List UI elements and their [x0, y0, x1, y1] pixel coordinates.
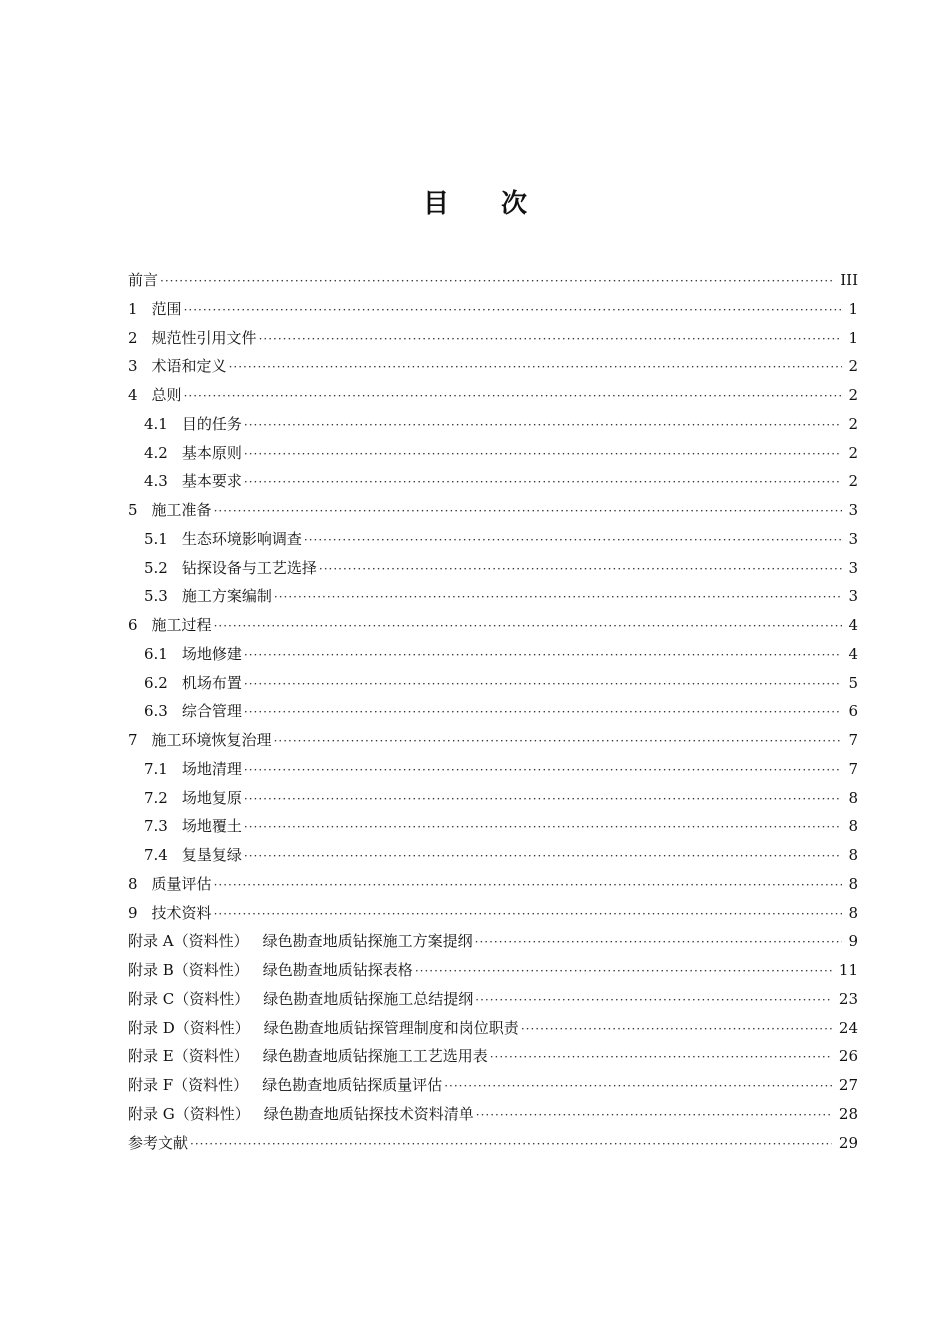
- toc-entry-title: 绿色勘查地质钻探施工工艺选用表: [262, 1047, 488, 1066]
- toc-page-number: 1: [848, 328, 858, 347]
- toc-entry[interactable]: [128, 324, 858, 353]
- toc-entry-number: 附录 F（资料性）: [128, 1076, 249, 1094]
- toc-entry-title: 前言: [128, 271, 159, 289]
- toc-leader-dots: [229, 353, 842, 382]
- toc-entry-number: 附录 D（资料性）: [128, 1018, 250, 1037]
- toc-leader-dots: [244, 468, 842, 497]
- toc-entry[interactable]: [128, 1042, 858, 1071]
- toc-entry-title: 场地清理: [181, 759, 242, 778]
- toc-page-number: 2: [848, 386, 858, 404]
- toc-entry[interactable]: [128, 755, 858, 784]
- toc-entry-number: 6: [128, 616, 138, 634]
- toc-leader-dots: [190, 1130, 832, 1159]
- toc-entry-title: 生态环境影响调查: [181, 529, 302, 548]
- toc-entry-title: 机场布置: [181, 673, 242, 692]
- toc-leader-dots: [244, 411, 842, 440]
- toc-entry-title: 施工过程: [151, 616, 212, 634]
- toc-entry[interactable]: [128, 410, 858, 439]
- toc-page-number: 3: [848, 529, 858, 548]
- toc-entry[interactable]: [128, 841, 858, 870]
- toc-leader-dots: [475, 928, 842, 957]
- toc-entry[interactable]: [128, 554, 858, 583]
- toc-entry-number: 4.2: [144, 443, 168, 462]
- toc-leader-dots: [319, 555, 842, 584]
- toc-page-number: 4: [848, 616, 858, 634]
- toc-entry-number: 7.4: [144, 846, 168, 864]
- toc-entry[interactable]: [128, 1071, 858, 1100]
- toc-leader-dots: [244, 440, 842, 469]
- toc-entry[interactable]: [128, 956, 858, 985]
- toc-leader-dots: [244, 698, 842, 727]
- toc-entry-number: 4.1: [144, 414, 168, 433]
- toc-entry-number: 5.2: [144, 558, 168, 577]
- toc-leader-dots: [214, 871, 842, 900]
- toc-entry[interactable]: [128, 525, 858, 554]
- toc-page-number: 8: [848, 846, 858, 864]
- toc-page-number: 2: [848, 414, 858, 433]
- toc-leader-dots: [244, 670, 842, 699]
- toc-entry-number: 9: [128, 903, 138, 922]
- toc-leader-dots: [476, 1101, 832, 1130]
- toc-entry-title: 基本原则: [181, 443, 242, 462]
- toc-leader-dots: [259, 325, 842, 354]
- toc-leader-dots: [214, 497, 842, 526]
- toc-page-number: 28: [838, 1104, 858, 1123]
- toc-page-number: 26: [838, 1047, 858, 1066]
- toc-page-number: 9: [848, 932, 858, 951]
- page-title: [0, 186, 950, 222]
- toc-entry-number: 6.2: [144, 673, 168, 692]
- toc-leader-dots: [244, 842, 842, 871]
- toc-entry-title: 参考文献: [128, 1133, 189, 1152]
- toc-page-number: 3: [848, 501, 858, 519]
- toc-entry-number: 附录 C（资料性）: [128, 989, 250, 1008]
- toc-entry[interactable]: [128, 812, 858, 841]
- toc-page-number: 7: [848, 759, 858, 778]
- toc-page-number: 23: [838, 989, 858, 1008]
- toc-entry-title: 绿色勘查地质钻探施工方案提纲: [262, 932, 473, 951]
- toc-leader-dots: [415, 957, 832, 986]
- toc-entry-title: 基本要求: [181, 472, 242, 491]
- toc-leader-dots: [521, 1015, 832, 1044]
- toc-entry-title: 总则: [151, 386, 182, 404]
- toc-entry[interactable]: [128, 295, 858, 324]
- toc-leader-dots: [490, 1043, 832, 1072]
- toc-entry[interactable]: [128, 1100, 858, 1129]
- toc-leader-dots: [244, 813, 842, 842]
- toc-entry[interactable]: [128, 899, 858, 928]
- toc-entry-title: 范围: [151, 299, 182, 318]
- toc-page-number: 29: [838, 1133, 858, 1152]
- toc-entry-title: 施工准备: [151, 501, 212, 519]
- toc-entry[interactable]: [128, 870, 858, 899]
- toc-entry-number: 8: [128, 874, 138, 893]
- toc-page-number: 27: [838, 1076, 858, 1094]
- toc-page-number: 8: [848, 903, 858, 922]
- toc-leader-dots: [274, 583, 842, 612]
- toc-page-number: 3: [848, 558, 858, 577]
- toc-entry[interactable]: [128, 582, 858, 611]
- toc-entry-number: 5.1: [144, 529, 168, 548]
- toc-leader-dots: [244, 785, 842, 814]
- toc-entry-title: 场地修建: [181, 644, 242, 663]
- toc-entry-title: 质量评估: [151, 874, 212, 893]
- toc-entry-title: 钻探设备与工艺选择: [181, 558, 317, 577]
- toc-entry-number: 4.3: [144, 472, 168, 491]
- toc-page-number: 11: [838, 961, 858, 979]
- toc-page-number: 3: [848, 587, 858, 606]
- toc-entry[interactable]: [128, 611, 858, 640]
- toc-entry-title: 施工方案编制: [181, 587, 272, 606]
- toc-entry-title: 技术资料: [151, 903, 212, 922]
- toc-entry-number: 7: [128, 731, 138, 749]
- toc-leader-dots: [304, 526, 842, 555]
- toc-entry-number: 7.3: [144, 817, 168, 836]
- toc-page-number: 5: [848, 673, 858, 692]
- toc-entry[interactable]: [128, 1014, 858, 1043]
- toc-entry-number: 6.3: [144, 702, 168, 721]
- toc-page-number: 2: [848, 472, 858, 491]
- toc-entry[interactable]: [128, 266, 858, 295]
- toc-leader-dots: [444, 1072, 832, 1101]
- toc-page-number: 4: [848, 644, 858, 663]
- toc-page-number: 1: [848, 299, 858, 318]
- toc-entry[interactable]: [128, 1129, 858, 1158]
- toc-entry[interactable]: [128, 467, 858, 496]
- toc-page-number: 8: [848, 874, 858, 893]
- toc-entry[interactable]: [128, 496, 858, 525]
- toc-entry-number: 5.3: [144, 587, 168, 606]
- toc-entry-title: 绿色勘查地质钻探质量评估: [262, 1076, 443, 1094]
- toc-entry[interactable]: [128, 352, 858, 381]
- toc-entry[interactable]: [128, 927, 858, 956]
- toc-entry[interactable]: [128, 381, 858, 410]
- toc-entry-title: 场地复原: [181, 788, 242, 807]
- toc-leader-dots: [244, 641, 842, 670]
- toc-entry-title: 施工环境恢复治理: [151, 731, 272, 749]
- toc-entry-title: 术语和定义: [151, 357, 227, 376]
- toc-entry[interactable]: [128, 640, 858, 669]
- toc-page-number: 2: [848, 443, 858, 462]
- toc-entry-title: 场地覆土: [181, 817, 242, 836]
- toc-page-number: III: [840, 271, 858, 289]
- toc-entry[interactable]: [128, 439, 858, 468]
- toc-leader-dots: [184, 296, 842, 325]
- toc-leader-dots: [214, 612, 842, 641]
- toc-entry[interactable]: [128, 726, 858, 755]
- toc-entry[interactable]: [128, 669, 858, 698]
- toc-entry-number: 7.1: [144, 759, 168, 778]
- toc-leader-dots: [274, 727, 842, 756]
- toc-page-number: 7: [848, 731, 858, 749]
- toc-page-number: 6: [848, 702, 858, 721]
- toc-entry[interactable]: [128, 985, 858, 1014]
- toc-leader-dots: [475, 986, 832, 1015]
- toc-entry-title: 规范性引用文件: [151, 328, 257, 347]
- toc-leader-dots: [244, 756, 842, 785]
- toc-page-number: 2: [848, 357, 858, 376]
- toc-entry-number: 4: [128, 386, 138, 404]
- toc-page-number: 8: [848, 788, 858, 807]
- toc-entry-title: 绿色勘查地质钻探管理制度和岗位职责: [263, 1018, 519, 1037]
- toc-entry-number: 附录 G（资料性）: [128, 1104, 250, 1123]
- toc-entry-title: 绿色勘查地质钻探表格: [262, 961, 413, 979]
- toc-leader-dots: [214, 900, 842, 929]
- toc-page-number: 24: [838, 1018, 858, 1037]
- toc-entry-number: 3: [128, 357, 138, 376]
- toc-entry-number: 6.1: [144, 644, 168, 663]
- toc-entry-number: 1: [128, 299, 138, 318]
- table-of-contents: [128, 266, 858, 1157]
- toc-entry-number: 5: [128, 501, 138, 519]
- toc-entry-title: 绿色勘查地质钻探技术资料清单: [263, 1104, 474, 1123]
- toc-entry-title: 绿色勘查地质钻探施工总结提纲: [263, 989, 474, 1008]
- toc-entry-number: 7.2: [144, 788, 168, 807]
- toc-entry-number: 附录 A（资料性）: [128, 932, 249, 951]
- toc-entry[interactable]: [128, 784, 858, 813]
- page-title-char-2: 次: [501, 189, 528, 219]
- toc-entry-title: 复垦复绿: [181, 846, 242, 864]
- toc-entry[interactable]: [128, 697, 858, 726]
- toc-entry-title: 目的任务: [181, 414, 242, 433]
- toc-entry-number: 2: [128, 328, 138, 347]
- toc-page-number: 8: [848, 817, 858, 836]
- toc-entry-number: 附录 E（资料性）: [128, 1047, 249, 1066]
- toc-leader-dots: [184, 382, 842, 411]
- toc-entry-title: 综合管理: [181, 702, 242, 721]
- page-title-char-1: 目: [422, 189, 449, 219]
- toc-entry-number: 附录 B（资料性）: [128, 961, 249, 979]
- toc-leader-dots: [160, 267, 832, 296]
